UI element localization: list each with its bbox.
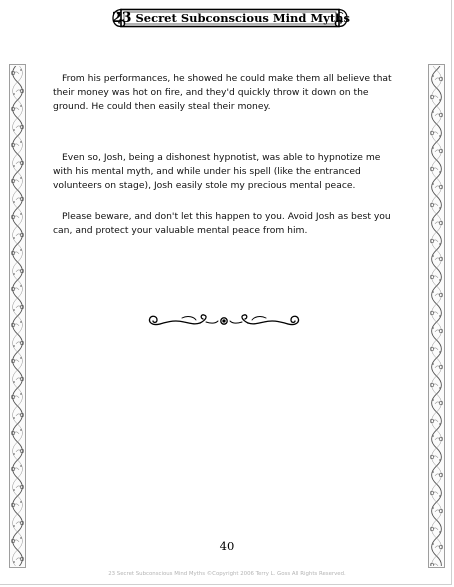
floral-vine-icon xyxy=(9,64,26,568)
body-paragraph-2: Even so, Josh, being a dishonest hypnotist, was able to hypnotize me with his mental myth, and while under his spell (like the entranced volunteers on stage), Josh easily stole my precious mental peace. xyxy=(53,152,381,191)
body-paragraph-1: From his performances, he showed he could make them all believe that their money was hot on fire, and they'd quickly throw it down on the ground. He could then easily steal their money. xyxy=(53,73,392,112)
header-title-text: Secret Subconscious Mind Myths xyxy=(135,11,350,25)
footer-copyright: 23 Secret Subconscious Mind Myths ©Copyright 2006 Terry L. Goss All Rights Reserved. xyxy=(108,571,346,577)
header-banner xyxy=(112,6,348,30)
body-paragraph-3: Please beware, and don't let this happen to you. Avoid Josh as best you can, and protect your valuable mental peace from him. xyxy=(53,211,391,236)
header-title xyxy=(112,6,348,30)
header-title-number: 23 xyxy=(112,10,132,26)
floral-vine-icon xyxy=(428,64,445,568)
scroll-flourish-icon xyxy=(146,311,302,331)
page-number: 40 xyxy=(219,539,235,553)
